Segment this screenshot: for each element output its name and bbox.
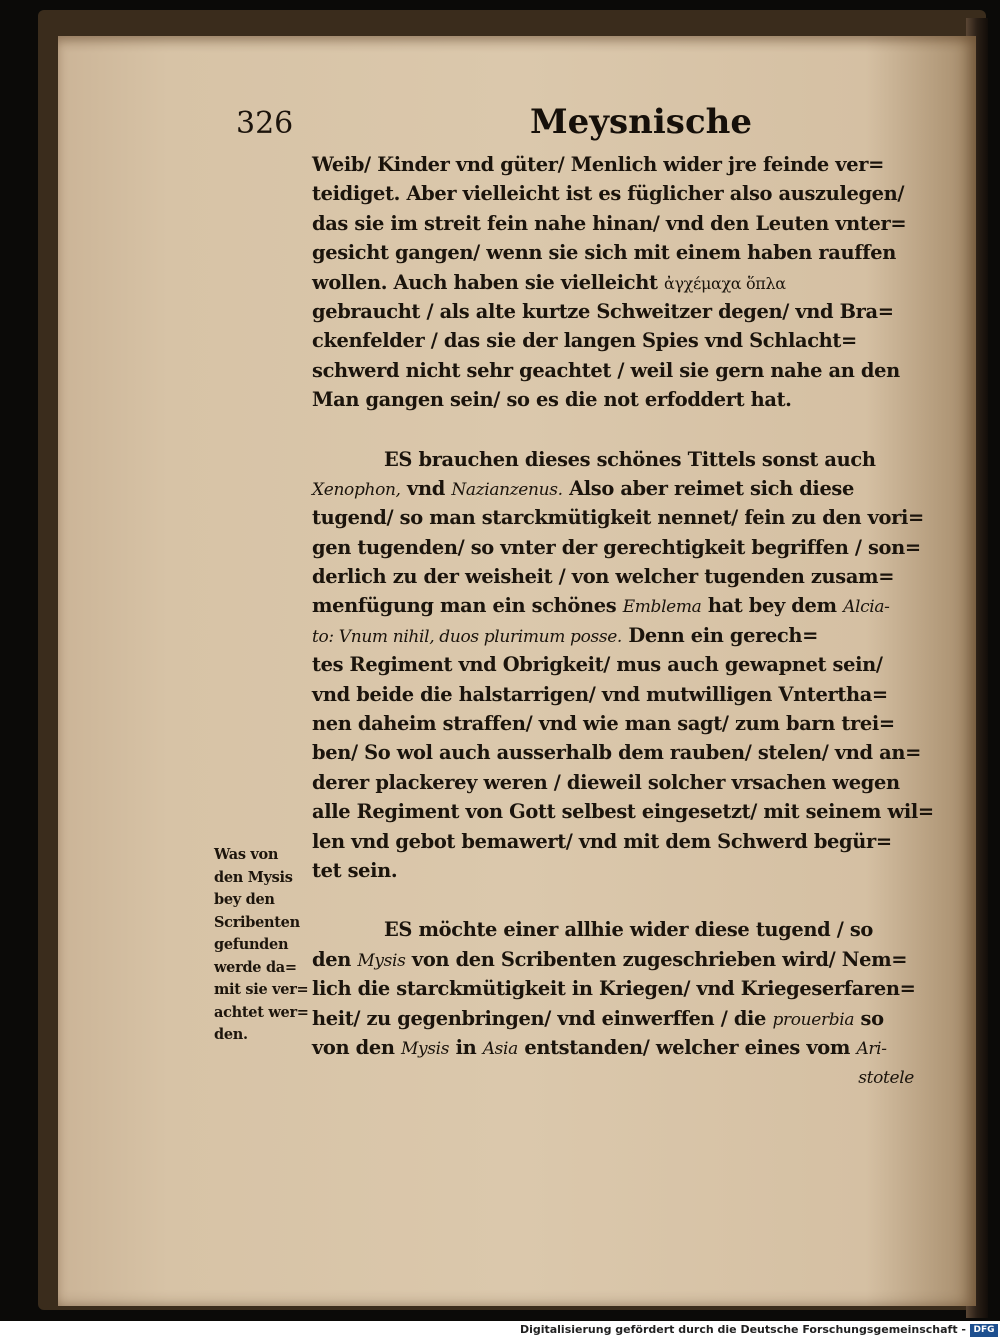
text-line: vnd beide die halstarrigen/ vnd mutwilligen Vntertha= [312, 682, 888, 706]
marginal-line: gefunden [214, 936, 289, 953]
text-line: schwerd nicht sehr geachtet / weil sie gern nahe an den [312, 358, 900, 382]
greek-phrase: ἀγχέμαχα ὅπλα [664, 273, 786, 293]
marginal-line: den. [214, 1026, 248, 1043]
catchword: stotele [858, 1068, 914, 1089]
text-line: to: Vnum nihil, duos plurimum posse. Denn ein gerech= [312, 623, 819, 647]
text-line: heit/ zu gegenbringen/ vnd einwerffen / die prouerbia so [312, 1006, 884, 1030]
text-line: ben/ So wol auch ausserhalb dem rauben/ stelen/ vnd an= [312, 741, 922, 765]
text-line: gen tugenden/ so vnter der gerechtigkeit begriffen / son= [312, 535, 921, 559]
text-line: ckenfelder / das sie der langen Spies vnd Schlacht= [312, 329, 857, 353]
text-line: ES möchte einer allhie wider diese tugend / so [384, 918, 874, 942]
text-line: gebraucht / als alte kurtze Schweitzer degen/ vnd Bra= [312, 299, 894, 323]
text-line: tet sein. [312, 858, 398, 882]
text-line: len vnd gebot bemawert/ vnd mit dem Schwerd begür= [312, 829, 892, 853]
page-header [236, 102, 936, 148]
text-line: derer plackerey weren / dieweil solcher vrsachen wegen [312, 770, 900, 794]
page-number: 326 [236, 106, 294, 141]
text-line: alle Regiment von Gott selbest eingesetzt/ mit seinem wil= [312, 800, 934, 824]
marginal-line: achtet wer= [214, 1003, 309, 1021]
text-line: tugend/ so man starckmütigkeit nennet/ fein zu den vori= [312, 506, 924, 530]
text-line: nen daheim straffen/ vnd wie man sagt/ zum barn trei= [312, 712, 895, 736]
text-line: ES brauchen dieses schönes Tittels sonst auch [384, 447, 876, 471]
marginal-line: Scribenten [214, 913, 300, 931]
marginal-note [214, 844, 338, 1047]
text-line: gesicht gangen/ wenn sie sich mit einem haben rauffen [312, 241, 896, 265]
text-line: tes Regiment vnd Obrigkeit/ mus auch gewapnet sein/ [312, 653, 883, 677]
text-line: lich die starckmütigkeit in Kriegen/ vnd Kriegeserfaren= [312, 977, 916, 1001]
text-line: Xenophon, vnd Nazianzenus. Also aber reimet sich diese [312, 476, 854, 500]
dfg-logo: DFG [970, 1324, 998, 1337]
marginal-line: Was von [214, 846, 279, 863]
text-line: von den Mysis in Asia entstanden/ welcher eines vom Ari- [312, 1035, 887, 1059]
text-line: den Mysis von den Scribenten zugeschrieben wird/ Nem= [312, 947, 908, 971]
text-line: derlich zu der weisheit / von welcher tugenden zusam= [312, 565, 895, 589]
funding-credit: Digitalisierung gefördert durch die Deutsche Forschungsgemeinschaft - [519, 1323, 966, 1336]
running-head: Meysnische [530, 102, 752, 142]
marginal-line: werde da= [214, 958, 297, 976]
marginal-line: bey den [214, 891, 275, 908]
text-line: wollen. Auch haben sie vielleicht ἀγχέμαχα ὅπλα [312, 270, 786, 294]
text-line: teidiget. Aber vielleicht ist es füglicher also auszulegen/ [312, 182, 905, 206]
footer-bar [0, 1321, 1000, 1341]
marginal-line: den Mysis [214, 868, 293, 886]
marginal-line: mit sie ver= [214, 981, 309, 998]
text-line: Man gangen sein/ so es die not erfoddert hat. [312, 388, 792, 412]
text-line: Weib/ Kinder vnd güter/ Menlich wider jre feinde ver= [312, 153, 884, 176]
text-line: menfügung man ein schönes Emblema hat bey dem Alcia- [312, 594, 890, 618]
text-line: das sie im streit fein nahe hinan/ vnd den Leuten vnter= [312, 211, 907, 235]
main-text [312, 150, 934, 1092]
